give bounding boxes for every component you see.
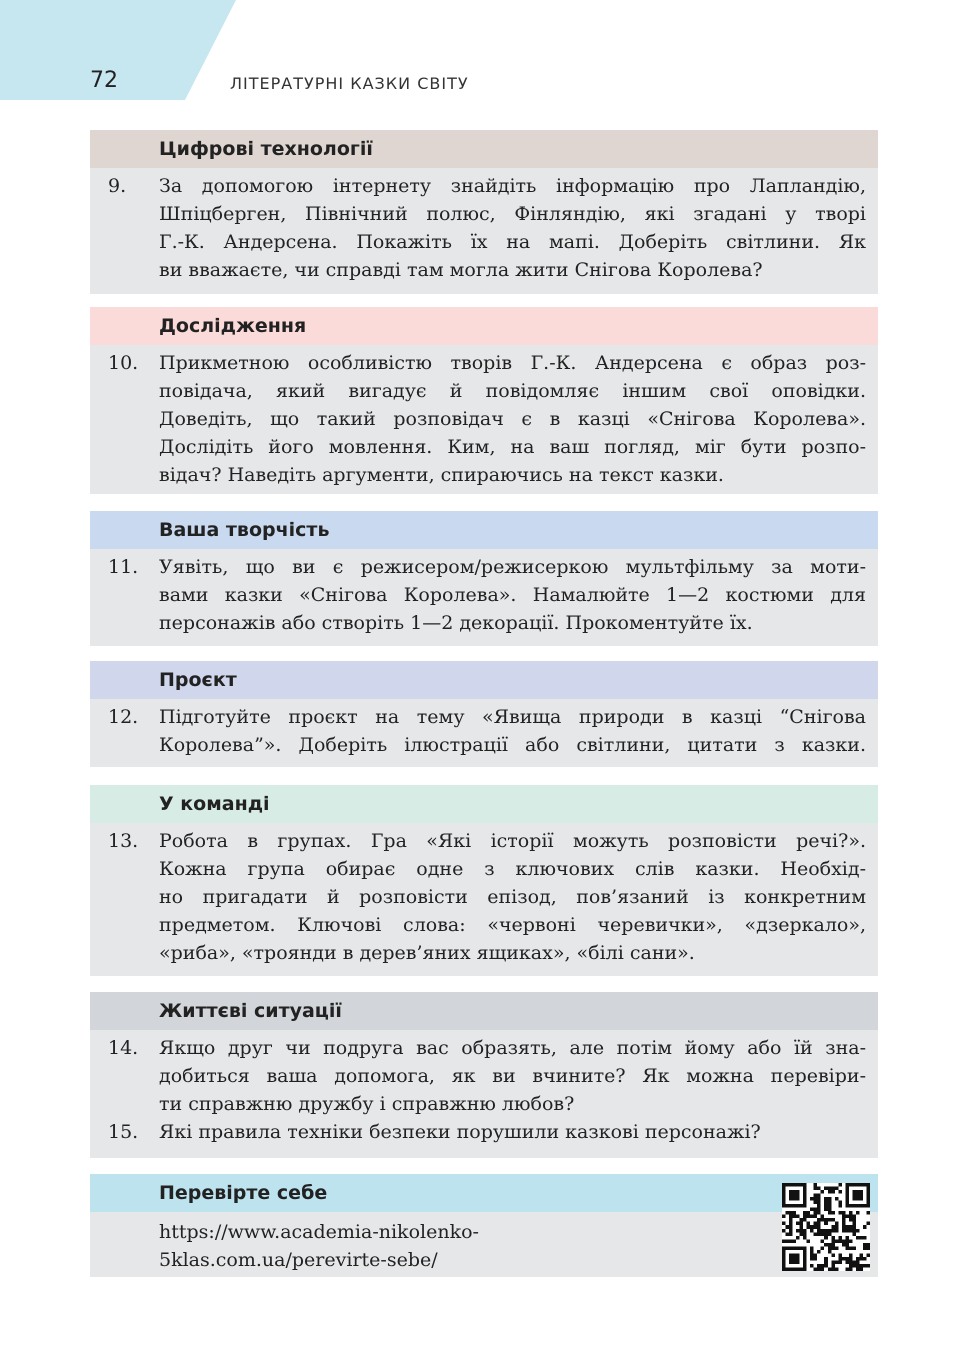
text-line: добиться ваша допомога, як ви вчините? Як можна перевіри- bbox=[159, 1065, 866, 1087]
task-text bbox=[159, 703, 866, 759]
digital-section bbox=[90, 130, 878, 294]
project-section bbox=[90, 661, 878, 767]
text-line: Королева”». Доберіть ілюстрації або світлини, цитати з казки. bbox=[159, 734, 866, 756]
check-section bbox=[90, 1174, 878, 1277]
text-line: ти справжню дружбу і справжню любов? bbox=[159, 1093, 575, 1115]
task-text bbox=[159, 1118, 866, 1146]
task-13 bbox=[90, 823, 878, 967]
task-12 bbox=[90, 699, 878, 759]
task-number: 9. bbox=[108, 175, 127, 197]
text-line: Шпіцберген, Північний полюс, Фінляндію, які згадані у творі bbox=[159, 203, 866, 225]
text-line: Прикметною особливістю творів Г.-К. Андерсена є образ роз- bbox=[159, 352, 866, 374]
task-15 bbox=[90, 1118, 878, 1146]
qr-code-icon[interactable] bbox=[782, 1180, 870, 1274]
text-line: но пригадати й розповісти епізод, пов’язаний із конкретним bbox=[159, 886, 866, 908]
life-section bbox=[90, 992, 878, 1158]
page-number: 72 bbox=[90, 68, 118, 93]
text-line: Якщо друг чи подруга вас образять, але потім йому або їй зна- bbox=[159, 1037, 866, 1059]
text-line: Дослідіть його мовлення. Ким, на ваш погляд, міг бути розпо- bbox=[159, 436, 866, 458]
task-text bbox=[159, 827, 866, 967]
check-link[interactable] bbox=[90, 1212, 878, 1274]
task-number: 10. bbox=[108, 352, 139, 374]
text-line: Кожна група обирає одне з ключових слів казки. Необхід- bbox=[159, 858, 866, 880]
text-line: Підготуйте проєкт на тему «Явища природи в казці “Снігова bbox=[159, 706, 866, 728]
text-line: ви вважаєте, чи справді там могла жити Снігова Королева? bbox=[159, 259, 763, 281]
section-title: Ваша творчість bbox=[90, 511, 878, 549]
text-line: За допомогою інтернету знайдіть інформацію про Лапландію, bbox=[159, 175, 866, 197]
task-9 bbox=[90, 168, 878, 284]
task-text bbox=[159, 349, 866, 489]
section-title: Перевірте себе bbox=[90, 1174, 878, 1212]
task-14 bbox=[90, 1030, 878, 1118]
task-number: 13. bbox=[108, 830, 139, 852]
running-title: ЛІТЕРАТУРНІ КАЗКИ СВІТУ bbox=[230, 74, 469, 93]
research-section bbox=[90, 307, 878, 494]
task-number: 12. bbox=[108, 706, 139, 728]
task-text bbox=[159, 553, 866, 637]
task-11 bbox=[90, 549, 878, 637]
section-title: Цифрові технології bbox=[90, 130, 878, 168]
creativity-section bbox=[90, 511, 878, 646]
section-title: Дослідження bbox=[90, 307, 878, 345]
text-line: Які правила техніки безпеки порушили казкові персонажі? bbox=[159, 1121, 761, 1143]
link-line[interactable]: 5klas.com.ua/perevirte-sebe/ bbox=[159, 1249, 438, 1271]
link-line[interactable]: https://www.academia-nikolenko- bbox=[159, 1221, 479, 1243]
text-line: Уявіть, що ви є режисером/режисеркою мультфільму за моти- bbox=[159, 556, 866, 578]
task-number: 15. bbox=[108, 1121, 139, 1143]
section-title: Проєкт bbox=[90, 661, 878, 699]
section-title: Життєві ситуації bbox=[90, 992, 878, 1030]
text-line: Робота в групах. Гра «Які історії можуть розповісти речі?». bbox=[159, 830, 866, 852]
text-line: відач? Наведіть аргументи, спираючись на текст казки. bbox=[159, 464, 724, 486]
task-text bbox=[159, 172, 866, 284]
text-line: повідача, який вигадує й повідомляє іншим свої оповідки. bbox=[159, 380, 866, 402]
text-line: предметом. Ключові слова: «червоні черевички», «дзеркало», bbox=[159, 914, 866, 936]
text-line: «риба», «троянди в дерев’яних ящиках», «білі сани». bbox=[159, 942, 695, 964]
text-line: вами казки «Снігова Королева». Намалюйте 1—2 костюми для bbox=[159, 584, 866, 606]
task-number: 14. bbox=[108, 1037, 139, 1059]
text-line: Доведіть, що такий розповідач є в казці «Снігова Королева». bbox=[159, 408, 866, 430]
text-line: Г.-К. Андерсена. Покажіть їх на мапі. Доберіть світлини. Як bbox=[159, 231, 866, 253]
section-title: У команді bbox=[90, 785, 878, 823]
text-line: персонажів або створіть 1—2 декорації. Прокоментуйте їх. bbox=[159, 612, 753, 634]
team-section bbox=[90, 785, 878, 976]
corner-decoration bbox=[0, 0, 236, 100]
task-number: 11. bbox=[108, 556, 139, 578]
task-10 bbox=[90, 345, 878, 489]
task-text bbox=[159, 1034, 866, 1118]
